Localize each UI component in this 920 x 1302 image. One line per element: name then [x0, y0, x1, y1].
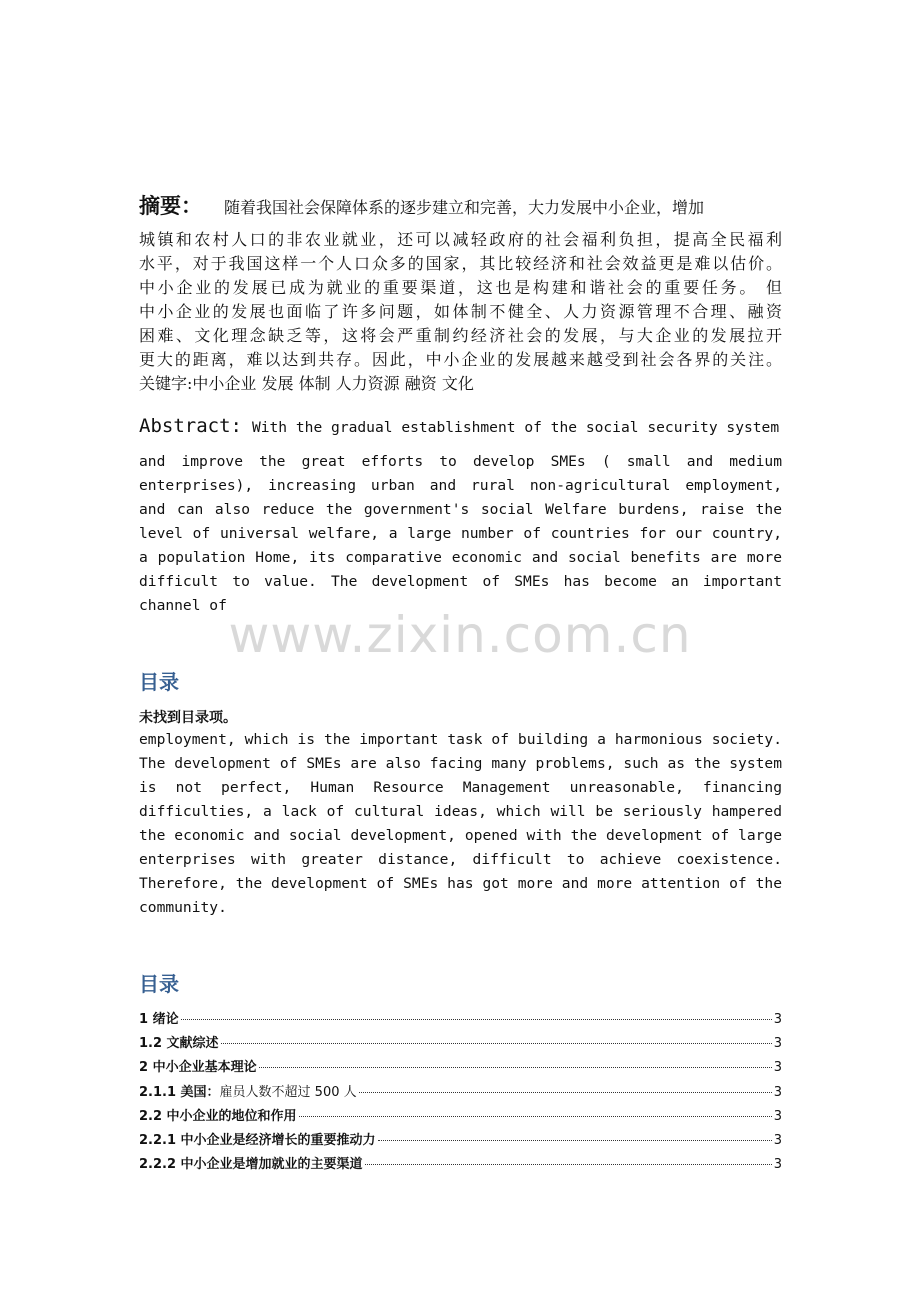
toc-entry-page: 3	[773, 1060, 782, 1076]
toc-entry-title-normal: 雇员人数不超过 500 人	[219, 1084, 357, 1100]
toc-entry-page: 3	[773, 1157, 782, 1173]
toc-entry-title: 2.1.1 美国：	[139, 1084, 220, 1100]
english-abstract-line: community.	[139, 899, 227, 916]
english-abstract-line: and improve the great efforts to develop SMEs ( small and medium	[139, 453, 782, 470]
toc-leader-dots	[378, 1140, 772, 1141]
chinese-abstract-line: 随着我国社会保障体系的逐步建立和完善，大力发展中小企业，增加	[224, 198, 705, 217]
toc-entry[interactable]	[139, 1008, 782, 1032]
chinese-abstract	[139, 194, 782, 396]
toc-entry[interactable]	[139, 1032, 782, 1056]
toc-entry[interactable]	[139, 1129, 782, 1153]
chinese-abstract-line: 困难、文化理念缺乏等，这将会严重制约经济社会的发展，与大企业的发展拉开	[139, 326, 782, 345]
english-abstract-line: a population Home, its comparative economic and social benefits are more	[139, 549, 782, 566]
toc-entry-page: 3	[773, 1132, 782, 1148]
english-abstract-label: Abstract:	[139, 415, 242, 437]
english-abstract-line: Therefore, the development of SMEs has got more and more attention of the	[139, 875, 782, 892]
toc-entry[interactable]	[139, 1153, 782, 1177]
toc-entry-page: 3	[773, 1012, 782, 1027]
toc-entry-page: 3	[773, 1108, 782, 1124]
toc-entry-title: 2 中小企业基本理论	[139, 1060, 257, 1076]
toc-entry-title: 1 绪论	[139, 1012, 179, 1027]
chinese-abstract-line: 中小企业的发展已成为就业的重要渠道，这也是构建和谐社会的重要任务。 但	[139, 278, 782, 297]
chinese-abstract-line: 水平，对于我国这样一个人口众多的国家，其比较经济和社会效益更是难以估价。	[139, 254, 782, 273]
toc-entry[interactable]	[139, 1105, 782, 1129]
chinese-abstract-line: 中小企业的发展也面临了许多问题，如体制不健全、人力资源管理不合理、融资	[139, 302, 782, 321]
toc-entry-title: 2.2.1 中小企业是经济增长的重要推动力	[139, 1132, 376, 1148]
chinese-abstract-label: 摘要：	[139, 194, 202, 218]
english-abstract-line: is not perfect, Human Resource Management unreasonable, financing	[139, 779, 782, 796]
chinese-abstract-line: 城镇和农村人口的非农业就业，还可以减轻政府的社会福利负担，提高全民福利	[139, 230, 782, 249]
toc-entry-title: 2.2.2 中小企业是增加就业的主要渠道	[139, 1157, 363, 1173]
english-abstract-line: level of universal welfare, a large number of countries for our country,	[139, 525, 782, 542]
english-abstract-line: difficulties, a lack of cultural ideas, which will be seriously hampered	[139, 803, 782, 820]
watermark: www.zixin.com.cn	[228, 606, 692, 664]
toc-leader-dots	[259, 1067, 772, 1068]
english-abstract-line: enterprises), increasing urban and rural non-agricultural employment,	[139, 477, 782, 494]
chinese-abstract-first-line	[139, 194, 782, 228]
toc-heading: 目录	[139, 972, 179, 996]
english-abstract-line: channel of	[139, 597, 227, 614]
toc-entry-title: 2.2 中小企业的地位和作用	[139, 1108, 297, 1124]
toc-entry[interactable]	[139, 1081, 782, 1105]
english-abstract	[139, 414, 782, 618]
english-abstract-line: employment, which is the important task of building a harmonious society.	[139, 731, 782, 748]
toc-entry[interactable]	[139, 1056, 782, 1080]
english-abstract-line: enterprises with greater distance, difficult to achieve coexistence.	[139, 851, 782, 868]
chinese-abstract-line: 更大的距离，难以达到共存。因此，中小企业的发展越来越受到社会各界的关注。	[139, 350, 782, 369]
toc-leader-dots	[221, 1043, 772, 1044]
english-abstract-line: and can also reduce the government's social Welfare burdens, raise the	[139, 501, 782, 518]
english-abstract-line: The development of SMEs are also facing many problems, such as the system	[139, 755, 782, 772]
table-of-contents	[139, 1008, 782, 1177]
toc-leader-dots	[299, 1116, 772, 1117]
toc-entry-page: 3	[773, 1036, 782, 1052]
toc-entry-title-wrap	[139, 1081, 357, 1100]
english-abstract-line: With the gradual establishment of the social security system	[251, 419, 780, 436]
english-abstract-first-line	[139, 414, 782, 450]
english-abstract-line: difficult to value. The development of SMEs has become an important	[139, 573, 782, 590]
toc-entry-page: 3	[773, 1084, 782, 1100]
toc-not-found-message: 未找到目录项。	[139, 710, 237, 726]
english-abstract-line: the economic and social development, opened with the development of large	[139, 827, 782, 844]
toc-leader-dots	[181, 1019, 772, 1020]
toc-leader-dots	[365, 1164, 772, 1165]
toc-entry-title: 1.2 文献综述	[139, 1036, 219, 1052]
toc-heading: 目录	[139, 670, 179, 694]
english-abstract-continued	[139, 728, 782, 920]
toc-leader-dots	[359, 1092, 772, 1093]
keywords: 关键字:中小企业 发展 体制 人力资源 融资 文化	[139, 374, 474, 393]
